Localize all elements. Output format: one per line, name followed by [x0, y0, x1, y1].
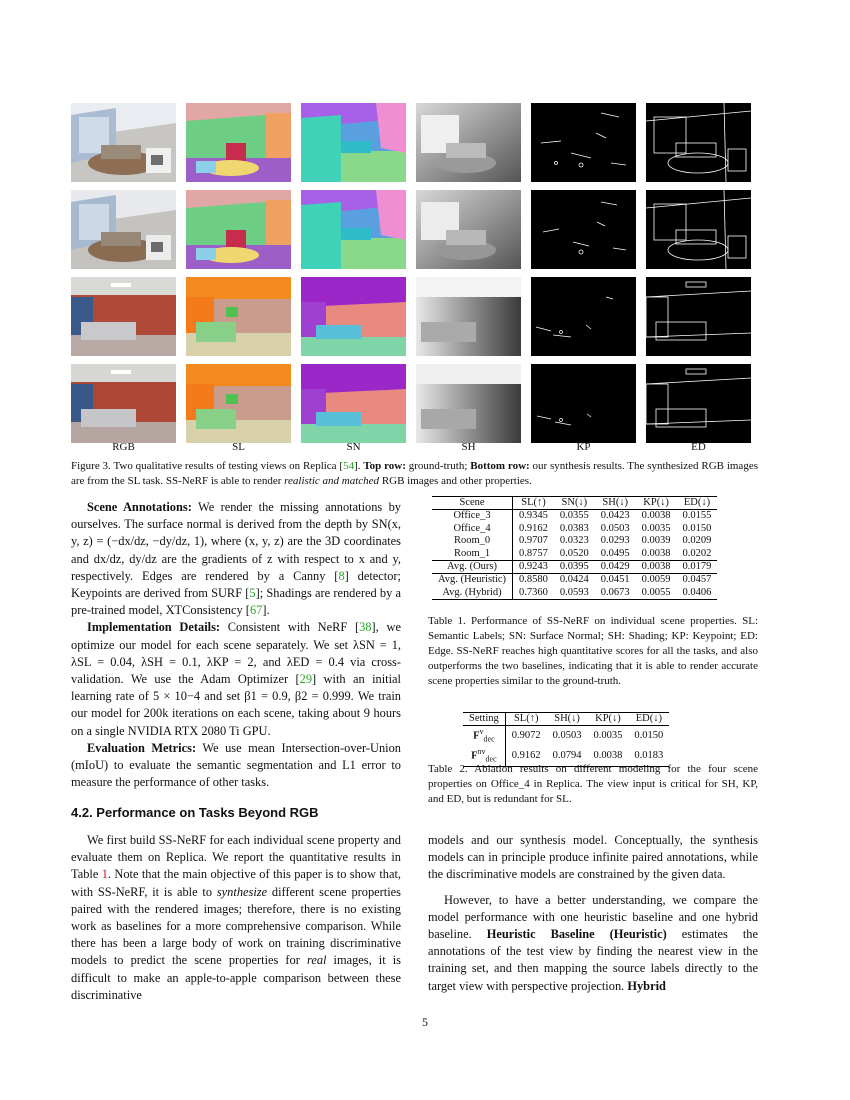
- table-1: [432, 496, 717, 600]
- figure-3-column-labels: [71, 441, 751, 453]
- citation-link[interactable]: 38: [359, 620, 372, 635]
- table-row: Office_3 0.9345 0.0355 0.0423 0.0038 0.0155: [432, 510, 717, 523]
- table-header-row: Setting SL(↑) SH(↓) KP(↓) ED(↓): [463, 713, 669, 726]
- citation-link[interactable]: 29: [299, 672, 313, 687]
- image-sl-scene2-ours: [186, 364, 291, 443]
- page-number: 5: [422, 1015, 428, 1029]
- image-sn-scene2-gt: [301, 277, 406, 356]
- column-label-rgb: RGB: [112, 441, 135, 453]
- column-label-ed: ED: [691, 441, 706, 453]
- table-1-caption: Table 1. Performance of SS-NeRF on individual scene properties. SL: Semantic Labels; SN: Surface Normal; SH: Shading; KP: Keypoint; ED: Edge. SS-NeRF reaches high quantitative scores for all the tasks, and also outperforms the two baselines, indicating that it is able to render accurate scene properties similar to the ground-truth.: [428, 615, 758, 687]
- table-row: Avg. (Hybrid) 0.7360 0.0593 0.0673 0.0055 0.0406: [432, 587, 717, 600]
- column-label-sl: SL: [232, 441, 245, 453]
- right-column: [428, 832, 758, 995]
- image-ed-scene1-gt: [646, 103, 751, 182]
- image-sl-scene1-gt: [186, 103, 291, 182]
- column-label-kp: KP: [576, 441, 591, 453]
- image-sh-scene2-ours: [416, 364, 521, 443]
- table-row: $F^{nv}_{dec}$ 0.9162 0.0794 0.0038 0.0183: [463, 746, 669, 767]
- image-sn-scene2-ours: [301, 364, 406, 443]
- table-ref-link[interactable]: 1: [101, 867, 108, 882]
- citation-link[interactable]: 67: [249, 603, 263, 618]
- table-row-average-ours: Avg. (Ours) 0.9243 0.0395 0.0429 0.0038 0.0179: [432, 561, 717, 574]
- image-sl-scene2-gt: [186, 277, 291, 356]
- column-label-sh: SH: [461, 441, 476, 453]
- image-sh-scene2-gt: [416, 277, 521, 356]
- right-paragraph-2: However, to have a better understanding, we compare the model performance with one heuristic baseline and one hybrid baseline. Heuristic Baseline (Heuristic) estimates the annotations of the test view by finding the nearest view in the training set, and then mapping the source labels directly to the target view with perspective projection. Hybrid: [428, 892, 758, 993]
- citation-link[interactable]: 8: [338, 568, 345, 583]
- table-row: $F^v_{dec}$ 0.9072 0.0503 0.0035 0.0150: [463, 726, 669, 747]
- citation-link[interactable]: 5: [249, 586, 256, 601]
- table-row: Room_1 0.8757 0.0520 0.0495 0.0038 0.0202: [432, 548, 717, 561]
- implementation-paragraph: Implementation Details: Consistent with NeRF [38], we optimize our model for each scene separately. We set λSN = 1, λSL = 0.04, λSH = 0.1, λKP = 2, and λED = 0.4 via cross-validation. We use the Adam Optimizer [29] with an initial learning rate of 5 × 10−4 and set β1 = 0.9, β2 = 0.999. We train our model for 200k iterations on each scene, taking about 9 hours on a single NVIDIA RTX 2080 Ti GPU.: [71, 620, 401, 738]
- right-paragraph-1: models and our synthesis model. Conceptually, the synthesis models can in principle produce infinite paired annotations, while the discriminative models are constrained by the given data.: [428, 833, 758, 882]
- table-row: Room_0 0.9707 0.0323 0.0293 0.0039 0.0209: [432, 535, 717, 547]
- image-rgb-scene1-ours: [71, 190, 176, 269]
- image-sh-scene1-ours: [416, 190, 521, 269]
- image-ed-scene1-ours: [646, 190, 751, 269]
- section-heading: 4.2. Performance on Tasks Beyond RGB: [71, 805, 319, 820]
- image-rgb-scene1-gt: [71, 103, 176, 182]
- image-sn-scene1-gt: [301, 103, 406, 182]
- evaluation-paragraph: Evaluation Metrics: We use mean Intersection-over-Union (mIoU) to evaluate the semantic segmentation and L1 error to measure the performance of other tasks.: [71, 740, 401, 790]
- image-rgb-scene2-gt: [71, 277, 176, 356]
- image-sh-scene1-gt: [416, 103, 521, 182]
- table-row: Avg. (Heuristic) 0.8580 0.0424 0.0451 0.0059 0.0457: [432, 574, 717, 587]
- table-row: Office_4 0.9162 0.0383 0.0503 0.0035 0.0150: [432, 523, 717, 535]
- section-paragraph: We first build SS-NeRF for each individual scene property and evaluate them on Replica. We report the quantitative results in Table 1. Note that the main objective of this paper is to show that, with SS-NeRF, it is able to synthesize different scene properties paired with the rendered images; therefore, there is no existing work as baselines for a more comprehensive comparison. While there has been a large body of work on training discriminative models to predict the scene properties for real images, it is difficult to make an apple-to-apple comparison between these discriminative: [71, 833, 401, 1002]
- section-body-left: [71, 832, 401, 1004]
- image-kp-scene1-ours: [531, 190, 636, 269]
- image-kp-scene1-gt: [531, 103, 636, 182]
- citation-link[interactable]: 54: [343, 460, 355, 472]
- image-ed-scene2-gt: [646, 277, 751, 356]
- table-2: [463, 712, 669, 767]
- image-sl-scene1-ours: [186, 190, 291, 269]
- image-rgb-scene2-ours: [71, 364, 176, 443]
- table-2-caption: Table 2. Ablation results on different modeling for the four scene properties on Office_4 in Replica. The view input is critical for SH, KP, and ED, but is redundant for SL.: [428, 763, 758, 805]
- image-kp-scene2-ours: [531, 364, 636, 443]
- scene-annotations-paragraph: Scene Annotations: We render the missing annotations by ourselves. The surface normal is derived from the depth by SN(x, y, z) = (−dx/dz, −dy/dz, 1), where (x, y, z) are the 3D coordinates and dx/dz, dy/dz are the gradients of z with respect to x and y, respectively. Edges are rendered by a Canny [8] detector; Keypoints are derived from SURF [5]; Shadings are rendered by a pre-trained model, XTConsistency [67].: [71, 500, 402, 618]
- column-label-sn: SN: [346, 441, 361, 453]
- figure-3-grid: [71, 103, 751, 443]
- image-ed-scene2-ours: [646, 364, 751, 443]
- image-kp-scene2-gt: [531, 277, 636, 356]
- image-sn-scene1-ours: [301, 190, 406, 269]
- left-column: [71, 499, 401, 791]
- figure-3-caption: Figure 3. Two qualitative results of testing views on Replica [54]. Top row: ground-truth; Bottom row: our synthesis results. The synthesized RGB images are from the SL task. SS-NeRF is able to render realistic and matched RGB images and other properties.: [71, 460, 758, 487]
- table-header-row: Scene SL(↑) SN(↓) SH(↓) KP(↓) ED(↓): [432, 497, 717, 510]
